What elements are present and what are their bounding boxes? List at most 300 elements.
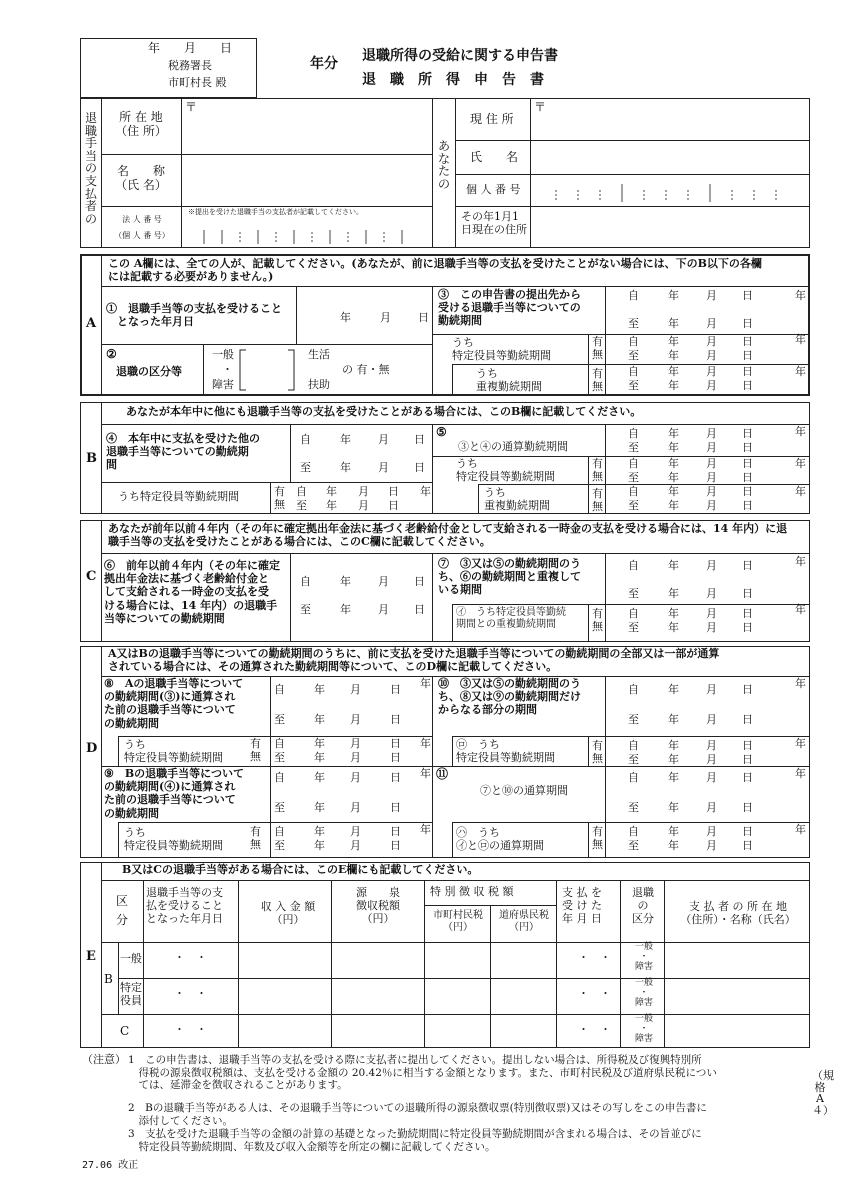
q6-from: 自: [300, 575, 311, 588]
b-inline-from-month: 月: [358, 485, 369, 498]
a-choufuku-to: 至: [628, 379, 639, 392]
fuyo-label: 扶助: [308, 378, 330, 391]
b-inline-date-field[interactable]: [292, 484, 404, 514]
d-qha-from-month: 月: [706, 825, 717, 838]
d-yakuin1-from-year: 年: [314, 737, 325, 750]
a-yakuin-to-day: 日: [742, 349, 753, 362]
d-qro-from-day: 日: [742, 739, 753, 752]
payer-corp-number-field[interactable]: [184, 220, 430, 246]
year-label: 年分: [310, 56, 338, 72]
d-yakuin2-from-year: 年: [314, 825, 325, 838]
q1-year: 年: [340, 311, 351, 324]
q9-years-field[interactable]: [400, 766, 432, 782]
q4-from-month: 月: [378, 433, 389, 446]
section-e-letter: E: [86, 949, 96, 964]
a-yakuin-yes-no-toggle[interactable]: [590, 335, 606, 363]
d-qro-to-month: 月: [706, 753, 717, 766]
q6-from-day: 日: [414, 575, 425, 588]
q8-from: 自: [274, 683, 285, 696]
q9-date-field[interactable]: [270, 770, 406, 816]
d-yakuin2-yes: 有: [250, 825, 261, 838]
q3-years-field[interactable]: [775, 288, 807, 304]
q5-years-field[interactable]: [775, 424, 807, 440]
q11-from-day: 日: [742, 771, 753, 784]
q5-to-day: 日: [742, 441, 753, 454]
payer-name-field[interactable]: [184, 158, 428, 202]
q1-day: 日: [418, 311, 429, 324]
e-c-pref-tax-field[interactable]: [492, 1016, 554, 1046]
q6-from-year: 年: [340, 575, 351, 588]
b-inline-from-year: 年: [326, 485, 337, 498]
q7-years-count: 年: [795, 555, 806, 568]
b-yakuin-yes: 有: [592, 457, 603, 470]
q3-from-day: 日: [742, 289, 753, 302]
q7-date-field[interactable]: [624, 558, 758, 602]
b-choufuku-yes-no-toggle[interactable]: [590, 487, 606, 515]
e-col-income: 収 入 金 額 （円）: [260, 900, 316, 927]
you-jan1-address-label: その年1月1 日現在の住所: [461, 210, 527, 237]
e-c-paid-date-field[interactable]: [558, 1016, 618, 1046]
q3-years-count: 年: [795, 289, 806, 302]
c-qi-to-year: 年: [668, 621, 679, 634]
a-choufuku-from-day: 日: [742, 365, 753, 378]
d-qha-date-field[interactable]: [624, 824, 758, 854]
b-yakuin-yes-no-toggle[interactable]: [590, 457, 606, 485]
e-b-tokutei-pref-tax-field[interactable]: [492, 980, 554, 1010]
b-yakuin-date-field[interactable]: [624, 456, 758, 486]
section-e-instruction: B又はCの退職手当等がある場合には、このE欄にも記載してください。: [122, 863, 479, 876]
e-c-city-tax-field[interactable]: [426, 1016, 488, 1046]
b-yakuin-from-month: 月: [706, 457, 717, 470]
d-yakuin2-years-field[interactable]: [400, 822, 432, 838]
b-inline-no: 無: [274, 498, 285, 511]
a-yakuin-years-field[interactable]: [775, 332, 807, 348]
b-choufuku-yes: 有: [592, 487, 603, 500]
q4-to-year: 年: [340, 461, 351, 474]
a-choufuku-from-year: 年: [668, 365, 679, 378]
d-yakuin2-years-count: 年: [420, 823, 431, 836]
section-c-instruction: あなたが前年以前４年内（その年に確定拠出年金法に基づく老齢給付金として支給される一時金の支払を受ける場合には、14 年内）に退 職手当等の支払を受けたことがある場合には、このC欄に記載してください。: [108, 522, 788, 549]
e-col-pref: 道府県民税 （円）: [499, 910, 549, 933]
e-b-tokutei-received-date-field[interactable]: [146, 980, 236, 1010]
d-yakuin2-from-day: 日: [390, 825, 401, 838]
q4-to-month: 月: [378, 461, 389, 474]
e-b-ippan-paid-date-field[interactable]: [558, 944, 618, 974]
q3-to: 至: [628, 317, 639, 330]
d-qro-from-month: 月: [706, 739, 717, 752]
b-inline-years-count: 年: [420, 485, 431, 498]
q11-from-year: 年: [668, 771, 679, 784]
q11-to-day: 日: [742, 801, 753, 814]
q9-from-day: 日: [390, 771, 401, 784]
revision-label: 27.06 改正: [82, 1160, 139, 1171]
e-b-ippan-income-field[interactable]: [240, 944, 329, 974]
you-my-number-label: 個 人 番 号: [466, 183, 521, 196]
a-yakuin-yes: 有: [592, 335, 603, 348]
d-yakuin1-yes-no-toggle[interactable]: [248, 737, 264, 765]
q9-years-count: 年: [420, 767, 431, 780]
d-yakuin1-years-count: 年: [420, 737, 431, 750]
section-b-instruction: あなたが本年中に他にも退職手当等の支払を受けたことがある場合には、このB欄に記載してください。: [126, 405, 642, 418]
q6-to-month: 月: [378, 603, 389, 616]
umu-label: の 有・無: [342, 363, 390, 376]
q9-from-year: 年: [314, 771, 325, 784]
q9-to-month: 月: [350, 801, 361, 814]
note-1: 1 この申告書は、退職手当等の支払を受ける際に支払者に提出してください。提出しない場合は、所得税及び復興特別所 得税の源泉徴収税額は、支払を受ける金額の 20.42％に相当する金額となります。また、市町村民税及び道府県民税につい ては、延滞金を徴収されることがあります。: [128, 1054, 717, 1092]
d-qro-to: 至: [628, 753, 639, 766]
e-c-income-field[interactable]: [240, 1016, 329, 1046]
a-choufuku-from-month: 月: [706, 365, 717, 378]
q11-from-month: 月: [706, 771, 717, 784]
b-choufuku-from-day: 日: [742, 485, 753, 498]
q9-to: 至: [274, 801, 285, 814]
payer-name-label: 名 称 （氏 名）: [115, 164, 167, 193]
seikatsu-label: 生活: [308, 348, 330, 361]
q11-years-field[interactable]: [775, 766, 807, 782]
section-d-letter: D: [86, 741, 98, 756]
e-c-paid-date: ・ ・: [578, 1023, 611, 1036]
e-b-ippan-kubun-field[interactable]: [622, 944, 662, 974]
you-name-label: 氏 名: [470, 150, 519, 164]
b-yakuin-from: 自: [628, 457, 639, 470]
payer-side-label: 退職手当の支払者の: [84, 111, 97, 226]
q5-to: 至: [628, 441, 639, 454]
payer-zip-mark: 〒: [185, 100, 198, 114]
e-b-tokutei-received-date: ・ ・: [174, 987, 207, 1000]
kubun-ippan: 一般: [212, 348, 234, 361]
tax-office-label: 税務署長: [168, 59, 212, 72]
q6-to-year: 年: [340, 603, 351, 616]
e-b-tokutei-city-tax-field[interactable]: [426, 980, 488, 1010]
q10-years-field[interactable]: [775, 676, 807, 692]
q5-years-count: 年: [795, 425, 806, 438]
q8-years-field[interactable]: [400, 676, 432, 692]
a-yakuin-from-month: 月: [706, 335, 717, 348]
q5-to-month: 月: [706, 441, 717, 454]
c-qi-to: 至: [628, 621, 639, 634]
mayor-label: 市町村長 殿: [168, 76, 227, 89]
q9-to-day: 日: [390, 801, 401, 814]
e-col-special: 特 別 徴 収 税 額: [430, 885, 514, 898]
format-spec: （規 格 A ４）: [812, 1069, 834, 1117]
e-b-tokutei-income-field[interactable]: [240, 980, 329, 1010]
q8-to-month: 月: [350, 713, 361, 726]
e-row-ippan: 一般: [120, 952, 142, 965]
d-yakuin2-to-day: 日: [390, 839, 401, 852]
a-choufuku-to-month: 月: [706, 379, 717, 392]
b-uchi-yakuin-inline: うち特定役員等勤続期間: [118, 490, 239, 503]
a-choufuku-to-year: 年: [668, 379, 679, 392]
b-uchi-choufuku-label: うち 重複勤続期間: [484, 486, 550, 513]
e-c-kubun-field[interactable]: [622, 1016, 662, 1046]
b-inline-to-year: 年: [326, 499, 337, 512]
notes-label: （注意）: [82, 1053, 126, 1066]
d-yakuin1-years-field[interactable]: [400, 736, 432, 752]
a-choufuku-yes-no-toggle[interactable]: [590, 367, 606, 395]
d-yakuin2-date-field[interactable]: [270, 824, 406, 854]
a-choufuku-to-day: 日: [742, 379, 753, 392]
q11-date-field[interactable]: [624, 770, 758, 816]
kubun-select[interactable]: [246, 348, 292, 390]
c-qi-yes-no-toggle[interactable]: [590, 607, 606, 635]
q5-number: ⑤: [436, 425, 447, 439]
you-name-field[interactable]: [534, 144, 804, 172]
d-qha-yes-no-toggle[interactable]: [590, 825, 606, 853]
b-choufuku-to-month: 月: [706, 499, 717, 512]
d-yakuin1-from-day: 日: [390, 737, 401, 750]
a-yakuin-no: 無: [592, 348, 603, 361]
you-zip-mark: 〒: [534, 100, 547, 114]
q10-to: 至: [628, 713, 639, 726]
d-yakuin1-from: 自: [274, 737, 285, 750]
q5-label: ③と④の通算勤続期間: [458, 440, 568, 453]
q8-years-count: 年: [420, 677, 431, 690]
a-uchi-choufuku-label: うち 重複勤続期間: [476, 367, 542, 394]
you-address-label: 現 住 所: [470, 112, 514, 126]
d-yakuin2-no: 無: [250, 838, 261, 851]
b-inline-yes-no-toggle[interactable]: [272, 485, 288, 513]
note-3: 3 支払を受けた退職手当等の金額の計算の基礎となった勤続期間に特定役員等勤続期間が含まれる場合は、その旨並びに 特定役員等勤続期間、年数及び収入金額等を所定の欄に記載してください。: [128, 1128, 702, 1153]
d-yakuin1-no: 無: [250, 750, 261, 763]
b-choufuku-to-year: 年: [668, 499, 679, 512]
b-yakuin-to-month: 月: [706, 471, 717, 484]
q6-date-field[interactable]: [296, 574, 430, 618]
e-b-tokutei-kubun-options: 一般 ・ 障害: [634, 978, 653, 1008]
q3-from-month: 月: [706, 289, 717, 302]
b-yakuin-from-day: 日: [742, 457, 753, 470]
d-yakuin2-from-month: 月: [350, 825, 361, 838]
b-choufuku-years-field[interactable]: [775, 484, 807, 500]
q8-date-field[interactable]: [270, 682, 406, 728]
b-choufuku-to-day: 日: [742, 499, 753, 512]
b-yakuin-years-field[interactable]: [775, 456, 807, 472]
you-my-number-field[interactable]: [534, 176, 806, 204]
kubun-dot: ・: [222, 363, 233, 376]
q3-to-day: 日: [742, 317, 753, 330]
qro-label: ㋺ うち 特定役員等勤続期間: [456, 738, 555, 765]
d-qro-from: 自: [628, 739, 639, 752]
a-yakuin-to-month: 月: [706, 349, 717, 362]
e-b-ippan-received-date-field[interactable]: [146, 944, 236, 974]
e-b-ippan-payer-field[interactable]: [666, 944, 808, 974]
you-side-label: あなたの: [437, 139, 450, 191]
q8-label: ⑧ Aの退職手当等について の勤続期間(③)に通算され た前の退職手当等について の勤続期間: [104, 677, 244, 730]
d-yakuin1-date-field[interactable]: [270, 736, 406, 766]
q2-label: 退職の区分等: [116, 365, 182, 378]
d-qha-years-count: 年: [795, 823, 806, 836]
q1-date-field[interactable]: [300, 290, 428, 340]
c-qi-from-day: 日: [742, 607, 753, 620]
q7-from-month: 月: [706, 559, 717, 572]
e-b-ippan-gensen-field[interactable]: [333, 944, 422, 974]
a-yakuin-to: 至: [628, 349, 639, 362]
b-choufuku-from-month: 月: [706, 485, 717, 498]
d-qha-no: 無: [592, 838, 603, 851]
e-col-payer: 支 払 者 の 所 在 地 （住所）・名称（氏名）: [680, 900, 796, 927]
q3-to-year: 年: [668, 317, 679, 330]
q7-to: 至: [628, 587, 639, 600]
d-yakuin1-to-month: 月: [350, 751, 361, 764]
d-qha-years-field[interactable]: [775, 822, 807, 838]
e-b-tokutei-payer-field[interactable]: [666, 980, 808, 1010]
c-qi-no: 無: [592, 620, 603, 633]
q5-from-day: 日: [742, 427, 753, 440]
a-uchi-yakuin-label: うち 特定役員等勤続期間: [452, 336, 551, 363]
q8-to-day: 日: [390, 713, 401, 726]
q4-to: 至: [300, 461, 311, 474]
q11-to-year: 年: [668, 801, 679, 814]
you-address-field[interactable]: [540, 116, 804, 138]
q10-from-day: 日: [742, 683, 753, 696]
d-qro-from-year: 年: [668, 739, 679, 752]
form-title: 退職所得の受給に関する申告書: [362, 48, 558, 64]
d-qro-date-field[interactable]: [624, 738, 758, 768]
payer-address-field[interactable]: [190, 116, 426, 150]
q4-from-day: 日: [414, 433, 425, 446]
a-choufuku-date-field[interactable]: [624, 364, 758, 394]
q8-to-year: 年: [314, 713, 325, 726]
e-col-gensen: 源 泉 徴収税額 （円）: [356, 886, 400, 926]
q11-years-count: 年: [795, 767, 806, 780]
q5-from-year: 年: [668, 427, 679, 440]
b-choufuku-no: 無: [592, 500, 603, 513]
e-b-ippan-city-tax-field[interactable]: [426, 944, 488, 974]
q10-date-field[interactable]: [624, 682, 758, 728]
b-yakuin-years-count: 年: [795, 457, 806, 470]
d-yakuin2-to-month: 月: [350, 839, 361, 852]
d-yakuin2-to: 至: [274, 839, 285, 852]
q11-to: 至: [628, 801, 639, 814]
q1-month: 月: [380, 311, 391, 324]
b-inline-to-day: 日: [388, 499, 399, 512]
b-choufuku-date-field[interactable]: [624, 484, 758, 514]
q7-from: 自: [628, 559, 639, 572]
you-jan1-address-field[interactable]: [534, 210, 804, 244]
q7-years-field[interactable]: [775, 554, 807, 570]
section-d-instruction: A又はBの退職手当等についての勤続期間のうちに、前に支払を受けた退職手当等についての勤続期間の全部又は一部が通算 されている場合には、その通算された勤続期間等について、このD欄に記載してください。: [108, 647, 720, 674]
q11-number: ⑪: [436, 767, 449, 781]
q3-date-field[interactable]: [624, 288, 758, 332]
payer-corp-note: ※提出を受けた退職手当の支払者が記載してください。: [188, 208, 363, 216]
e-col-date: 退職手当等の支 払を受けること となった年月日: [146, 886, 223, 926]
a-choufuku-yes: 有: [592, 367, 603, 380]
e-b-tokutei-gensen-field[interactable]: [333, 980, 422, 1010]
q2-number: ②: [106, 347, 117, 361]
q9-to-year: 年: [314, 801, 325, 814]
q3-to-month: 月: [706, 317, 717, 330]
e-b-ippan-pref-tax-field[interactable]: [492, 944, 554, 974]
e-c-payer-field[interactable]: [666, 1016, 808, 1046]
e-col-kubun: 区 分: [116, 894, 129, 928]
e-b-tokutei-kubun-field[interactable]: [622, 980, 662, 1010]
b-inline-from: 自: [296, 485, 307, 498]
q10-from-month: 月: [706, 683, 717, 696]
c-qi-years-count: 年: [795, 603, 806, 616]
d-qha-yes: 有: [592, 825, 603, 838]
e-b-tokutei-paid-date: ・ ・: [578, 987, 611, 1000]
q3-from: 自: [628, 289, 639, 302]
d-yakuin1-to-year: 年: [314, 751, 325, 764]
q3-label: ③ この申告書の提出先から 受ける退職手当等についての 勤続期間: [438, 288, 581, 328]
d-uchi-yakuin-2: うち 特定役員等勤続期間: [124, 826, 223, 853]
d-qro-years-field[interactable]: [775, 736, 807, 752]
e-b-tokutei-paid-date-field[interactable]: [558, 980, 618, 1010]
b-inline-years-field[interactable]: [400, 484, 432, 500]
q7-to-day: 日: [742, 587, 753, 600]
e-row-b: B: [104, 972, 113, 986]
d-qha-from-day: 日: [742, 825, 753, 838]
b-yakuin-no: 無: [592, 470, 603, 483]
c-qi-years-field[interactable]: [775, 602, 807, 618]
d-qha-to-year: 年: [668, 839, 679, 852]
c-qi-date-field[interactable]: [624, 606, 758, 636]
q5-date-field[interactable]: [624, 426, 758, 456]
b-inline-yes: 有: [274, 485, 285, 498]
q9-from-month: 月: [350, 771, 361, 784]
q4-from: 自: [300, 433, 311, 446]
a-choufuku-no: 無: [592, 380, 603, 393]
e-b-ippan-kubun-options: 一般 ・ 障害: [634, 942, 653, 972]
b-yakuin-to: 至: [628, 471, 639, 484]
d-qro-yes: 有: [592, 739, 603, 752]
a-yakuin-from-year: 年: [668, 335, 679, 348]
q10-from: 自: [628, 683, 639, 696]
b-inline-to: 至: [296, 499, 307, 512]
qha-label: ㋩ うち ㋑と㋺の通算期間: [456, 826, 544, 853]
a-choufuku-years-field[interactable]: [775, 364, 807, 380]
q8-to: 至: [274, 713, 285, 726]
section-b-letter: B: [86, 451, 97, 466]
d-qha-to: 至: [628, 839, 639, 852]
q11-from: 自: [628, 771, 639, 784]
digit-dividers: [534, 176, 806, 204]
note-2: 2 Bの退職手当等がある人は、その退職手当等についての退職所得の源泉徴収票(特別徴収票)又はその写しをこの申告書に 添付してください。: [128, 1102, 707, 1127]
q9-from: 自: [274, 771, 285, 784]
section-c-letter: C: [86, 569, 97, 584]
q7-to-year: 年: [668, 587, 679, 600]
a-yakuin-date-field[interactable]: [624, 334, 758, 364]
e-c-gensen-field[interactable]: [333, 1016, 422, 1046]
b-uchi-yakuin-label: うち 特定役員等勤続期間: [456, 457, 555, 484]
d-yakuin1-from-month: 月: [350, 737, 361, 750]
q9-label: ⑨ Bの退職手当等について の勤続期間(④)に通算され た前の退職手当等について の勤続期間: [104, 767, 244, 820]
e-col-paydate: 支 払 を 受 け た 年 月 日: [562, 886, 602, 926]
a-yakuin-to-year: 年: [668, 349, 679, 362]
d-qha-from: 自: [628, 825, 639, 838]
a-yakuin-from-day: 日: [742, 335, 753, 348]
d-qro-to-year: 年: [668, 753, 679, 766]
c-qi-from-month: 月: [706, 607, 717, 620]
digit-dividers: [184, 220, 430, 246]
a-yakuin-from: 自: [628, 335, 639, 348]
q10-to-year: 年: [668, 713, 679, 726]
c-qi-from-year: 年: [668, 607, 679, 620]
d-qro-yes-no-toggle[interactable]: [590, 739, 606, 767]
e-b-ippan-received-date: ・ ・: [174, 951, 207, 964]
q4-date-field[interactable]: [296, 432, 430, 476]
q6-from-month: 月: [378, 575, 389, 588]
q4-label: ④ 本年中に支払を受けた他の 退職手当等についての勤続期 間: [106, 432, 260, 472]
d-qha-from-year: 年: [668, 825, 679, 838]
e-c-received-date-field[interactable]: [146, 1016, 236, 1046]
q3-from-year: 年: [668, 289, 679, 302]
date-line: 年 月 日: [148, 41, 239, 55]
d-yakuin2-yes-no-toggle[interactable]: [248, 825, 264, 853]
q7-from-year: 年: [668, 559, 679, 572]
a-choufuku-years-count: 年: [795, 365, 806, 378]
e-col-taishoku: 退職 の 区分: [632, 886, 654, 926]
q8-from-month: 月: [350, 683, 361, 696]
